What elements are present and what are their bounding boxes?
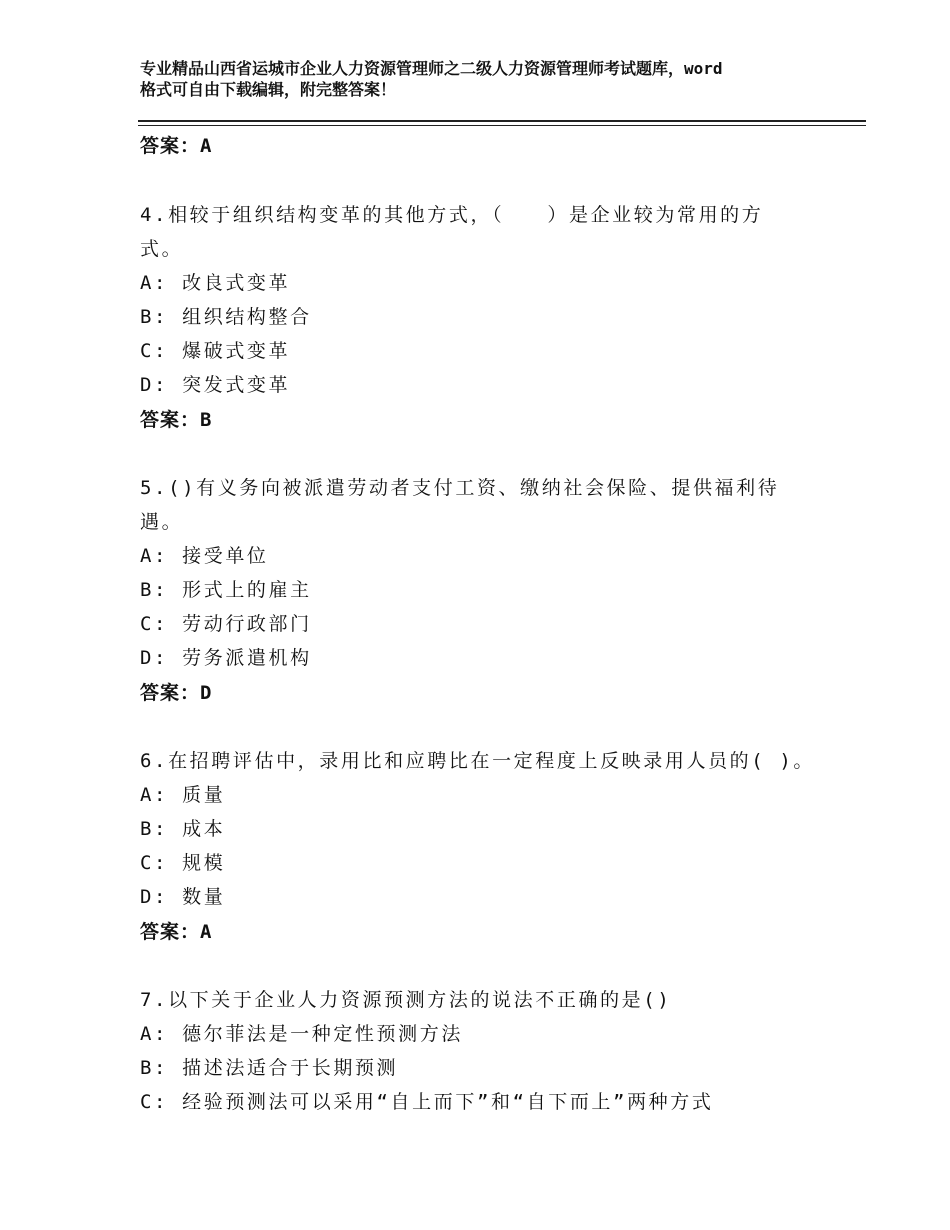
- question-4-stem-line1: 4.相较于组织结构变革的其他方式，（ ）是企业较为常用的方: [140, 204, 764, 226]
- question-7-option-c: C: 经验预测法可以采用“自上而下”和“自下而上”两种方式: [140, 1091, 714, 1113]
- question-6-option-a: A: 质量: [140, 784, 226, 806]
- header-divider-thick: [138, 120, 866, 122]
- question-5-option-b: B: 形式上的雇主: [140, 579, 312, 601]
- question-7-option-b: B: 描述法适合于长期预测: [140, 1057, 399, 1079]
- question-6-option-c: C: 规模: [140, 852, 226, 874]
- previous-answer: 答案：A: [140, 135, 213, 157]
- question-6-option-b: B: 成本: [140, 818, 226, 840]
- question-7-stem: 7.以下关于企业人力资源预测方法的说法不正确的是(): [140, 989, 672, 1011]
- header-divider-thin: [138, 125, 866, 126]
- question-5-option-a: A: 接受单位: [140, 545, 269, 567]
- question-7-option-a: A: 德尔菲法是一种定性预测方法: [140, 1023, 463, 1045]
- question-6-answer: 答案：A: [140, 921, 213, 943]
- header-title-line2: 格式可自由下载编辑，附完整答案！: [140, 80, 397, 99]
- question-5-stem-line2: 遇。: [140, 511, 184, 533]
- question-5-option-c: C: 劳动行政部门: [140, 613, 312, 635]
- question-5-answer: 答案：D: [140, 682, 213, 704]
- question-4-answer: 答案：B: [140, 409, 213, 431]
- question-4-option-a: A: 改良式变革: [140, 272, 291, 294]
- question-4-stem-line2: 式。: [140, 238, 184, 260]
- header-title-line1: 专业精品山西省运城市企业人力资源管理师之二级人力资源管理师考试题库，word: [140, 59, 723, 78]
- question-5-option-d: D: 劳务派遣机构: [140, 647, 312, 669]
- question-5-stem-line1: 5.()有义务向被派遣劳动者支付工资、缴纳社会保险、提供福利待: [140, 477, 780, 499]
- question-4-option-c: C: 爆破式变革: [140, 340, 291, 362]
- question-6-option-d: D: 数量: [140, 886, 226, 908]
- question-4-option-d: D: 突发式变革: [140, 374, 291, 396]
- document-header: [140, 58, 840, 100]
- question-4-option-b: B: 组织结构整合: [140, 306, 312, 328]
- question-6-stem: 6.在招聘评估中，录用比和应聘比在一定程度上反映录用人员的( )。: [140, 750, 815, 772]
